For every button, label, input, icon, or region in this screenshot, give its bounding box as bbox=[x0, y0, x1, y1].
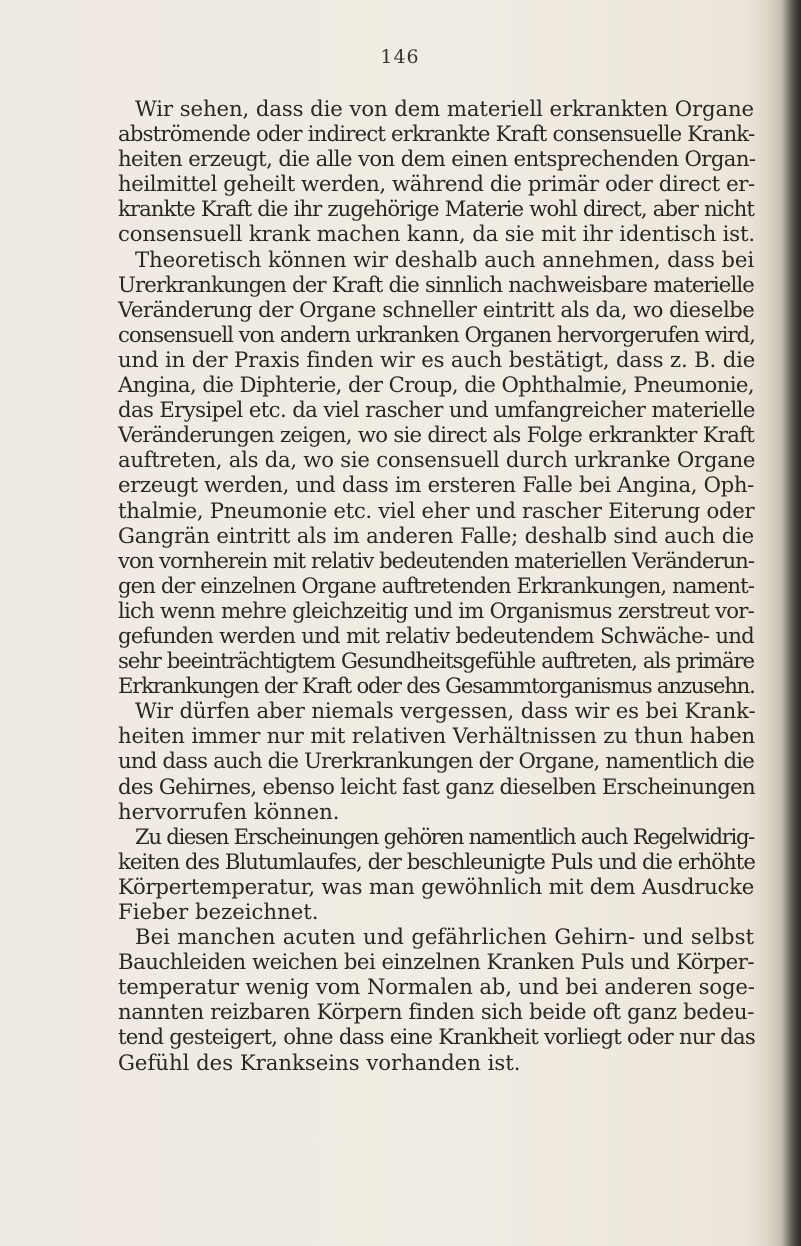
text-line: thalmie, Pneumonie etc. viel eher und rascher Eiterung oder bbox=[118, 497, 755, 523]
text-line: Zu diesen Erscheinungen gehören namentlich auch Regelwidrig- bbox=[135, 823, 754, 849]
text-line: des Gehirnes, ebenso leicht fast ganz dieselben Erscheinungen bbox=[118, 773, 755, 799]
paragraph bbox=[118, 96, 754, 247]
text-line: krankte Kraft die ihr zugehörige Materie wohl direct, aber nicht bbox=[118, 196, 754, 222]
paragraph bbox=[118, 247, 754, 699]
text-line: abströmende oder indirect erkrankte Kraft consensuelle Krank- bbox=[118, 121, 755, 147]
text-line: heiten immer nur mit relativen Verhältnissen zu thun haben bbox=[118, 723, 756, 749]
text-line: temperatur wenig vom Normalen ab, und bei anderen soge- bbox=[118, 974, 755, 1000]
text-line: heiten erzeugt, die alle von dem einen entsprechenden Organ- bbox=[118, 146, 756, 172]
text-line: Erkrankungen der Kraft oder des Gesammtorganismus anzusehn. bbox=[118, 673, 755, 699]
text-line: Veränderung der Organe schneller eintritt als da, wo dieselbe bbox=[118, 296, 755, 322]
text-line: von vornherein mit relativ bedeutenden materiellen Veränderun- bbox=[118, 547, 754, 573]
text-line: und dass auch die Urerkrankungen der Organe, namentlich die bbox=[118, 748, 754, 774]
text-line: Urerkrankungen der Kraft die sinnlich nachweisbare materielle bbox=[118, 271, 754, 297]
text-line: nannten reizbaren Körpern finden sich beide oft ganz bedeu- bbox=[118, 999, 754, 1025]
text-line: erzeugt werden, und dass im ersteren Falle bei Angina, Oph- bbox=[118, 472, 754, 498]
body-text bbox=[118, 96, 754, 1075]
text-line: keiten des Blutumlaufes, der beschleunigte Puls und die erhöhte bbox=[118, 848, 755, 874]
text-line: consensuell von andern urkranken Organen hervorgerufen wird, bbox=[118, 321, 755, 347]
paragraph bbox=[118, 698, 754, 823]
text-line: Fieber bezeichnet. bbox=[118, 899, 319, 924]
text-line: Wir sehen, dass die von dem materiell erkrankten Organe bbox=[135, 96, 754, 121]
text-line: das Erysipel etc. da viel rascher und umfangreicher materielle bbox=[118, 397, 755, 423]
text-line: Wir dürfen aber niemals vergessen, dass wir es bei Krank- bbox=[135, 698, 756, 724]
text-line: gen der einzelnen Organe auftretenden Erkrankungen, nament- bbox=[118, 572, 754, 598]
paragraph bbox=[118, 824, 754, 924]
text-line: Gangrän eintritt als im anderen Falle; deshalb sind auch die bbox=[118, 522, 754, 548]
text-line: Theoretisch können wir deshalb auch annehmen, dass bei bbox=[135, 246, 754, 272]
paragraph bbox=[118, 924, 754, 1075]
text-line: consensuell krank machen kann, da sie mit ihr identisch ist. bbox=[118, 221, 755, 247]
text-line: sehr beeinträchtigtem Gesundheitsgefühle auftreten, als primäre bbox=[118, 648, 754, 674]
text-line: tend gesteigert, ohne dass eine Krankheit vorliegt oder nur das bbox=[118, 1024, 755, 1050]
text-line: hervorrufen können. bbox=[118, 798, 340, 824]
text-line: auftreten, als da, wo sie consensuell durch urkranke Organe bbox=[118, 447, 756, 473]
text-line: und in der Praxis finden wir es auch bestätigt, dass z. B. die bbox=[118, 346, 756, 372]
text-line: Angina, die Diphterie, der Croup, die Ophthalmie, Pneumonie, bbox=[118, 372, 754, 398]
text-line: lich wenn mehre gleichzeitig und im Organismus zerstreut vor- bbox=[118, 597, 754, 623]
text-line: Gefühl des Krankseins vorhanden ist. bbox=[118, 1049, 521, 1075]
text-line: gefunden werden und mit relativ bedeutendem Schwäche- und bbox=[118, 622, 754, 648]
text-line: Bei manchen acuten und gefährlichen Gehirn- und selbst bbox=[135, 924, 754, 950]
text-line: Körpertemperatur, was man gewöhnlich mit dem Ausdrucke bbox=[118, 873, 754, 899]
text-line: heilmittel geheilt werden, während die primär oder direct er- bbox=[118, 171, 755, 197]
text-line: Bauchleiden weichen bei einzelnen Kranken Puls und Körper- bbox=[118, 949, 754, 975]
page-number: 146 bbox=[380, 46, 420, 68]
text-line: Veränderungen zeigen, wo sie direct als Folge erkrankter Kraft bbox=[118, 422, 754, 448]
page-binding-edge bbox=[765, 0, 801, 1246]
